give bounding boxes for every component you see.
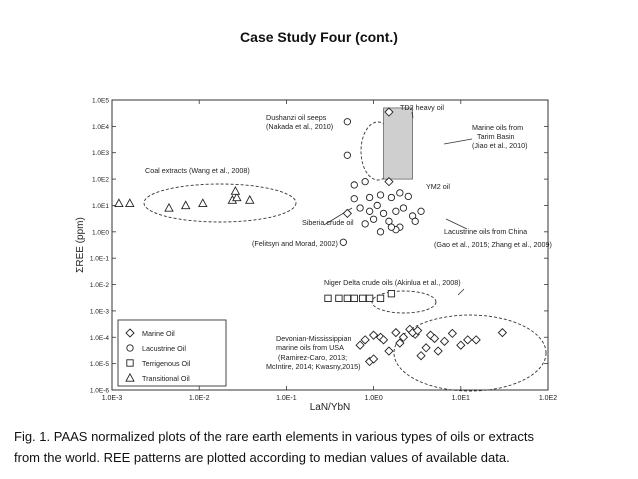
niger-leader — [458, 289, 464, 295]
x-tick-label: 1.0E2 — [538, 395, 558, 402]
terrigenous-oil-point — [336, 295, 342, 301]
terrigenous-oil-point — [325, 295, 331, 301]
marine-oil-point — [440, 337, 448, 345]
lacustrine-oil-point — [400, 205, 406, 211]
legend-label: Transitional Oil — [142, 374, 190, 383]
lacustrine-oil-point — [370, 216, 376, 222]
lacustrine-oil-point — [418, 208, 424, 214]
slide-title: Case Study Four (cont.) — [240, 29, 398, 45]
x-axis-label: LaN/YbN — [309, 402, 351, 413]
y-tick-label: 1.0E-6 — [89, 387, 109, 395]
transitional-oil-point — [199, 199, 207, 206]
y-axis-label: ΣREE (ppm) — [75, 217, 86, 273]
lacustrine-oil-point — [344, 152, 350, 158]
marine-oil-point — [434, 347, 442, 355]
marine-oil-point — [361, 336, 369, 344]
lacustrine-oil-point — [388, 224, 394, 230]
tarim-leader — [444, 139, 472, 144]
terrigenous-oil-point — [351, 295, 357, 301]
annotation-devonian-3: (Ramirez-Caro, 2013; — [278, 353, 348, 362]
terrigenous-oil-point — [360, 295, 366, 301]
lacustrine-oil-point — [377, 229, 383, 235]
annotation-dushanzi-1: Dushanzi oil seeps — [266, 113, 327, 122]
x-tick-label: 1.0E0 — [364, 395, 383, 402]
lacustrine-oil-point — [357, 205, 363, 211]
y-tick-label: 1.0E-5 — [89, 361, 109, 369]
terrigenous-oil-point — [388, 290, 394, 296]
marine-oil-point — [464, 336, 472, 344]
coal-extracts-ellipse — [144, 184, 296, 222]
lacustrine-oil-point — [351, 182, 357, 188]
marine-oil-point — [370, 331, 378, 339]
lacustrine-oil-point — [377, 192, 383, 198]
transitional-oil-point — [115, 199, 123, 206]
legend-marker-circle — [127, 345, 133, 351]
annotation-siberia-1: Siberia crude oil — [302, 218, 354, 227]
transitional-oil-point — [182, 201, 190, 208]
annotation-devonian-4: McIntire, 2014; Kwasny,2015) — [266, 362, 361, 371]
lacustrine-oil-point — [340, 239, 346, 245]
lacustrine-oil-point — [362, 221, 368, 227]
legend-label: Marine Oil — [142, 329, 175, 338]
lacustrine-oil-point — [405, 193, 411, 199]
lacustrine-oil-point — [351, 196, 357, 202]
terrigenous-oil-point — [366, 295, 372, 301]
annotation-devonian-2: marine oils from USA — [276, 343, 344, 352]
legend-label: Terrigenous Oil — [142, 359, 191, 368]
annotation-dushanzi-2: (Nakada et al., 2010) — [266, 122, 334, 131]
lacustrine-oil-point — [388, 194, 394, 200]
marine-oil-point — [417, 352, 425, 360]
marine-oil-point — [448, 329, 456, 337]
annotation-td2: TD2 heavy oil — [400, 103, 444, 112]
y-tick-label: 1.0E-4 — [89, 334, 109, 342]
devonian-ellipse — [394, 315, 546, 391]
marine-oil-point — [472, 336, 480, 344]
lacustrine-oil-point — [374, 202, 380, 208]
terrigenous-oil-point — [344, 295, 350, 301]
marine-oil-point — [457, 341, 465, 349]
niger-delta-ellipse — [372, 291, 436, 313]
y-tick-label: 1.0E4 — [92, 123, 109, 131]
annotation-ym2: YM2 oil — [426, 182, 450, 191]
annotation-siberia-2: (Felitsyn and Morad, 2002) — [252, 239, 338, 248]
annotation-lacustrine-1: Lacustrine oils from China — [444, 227, 528, 236]
y-tick-label: 1.0E3 — [92, 150, 109, 158]
annotation-tarim-3: (Jiao et al., 2010) — [472, 141, 528, 150]
annotation-tarim-2: Tarim Basin — [477, 132, 515, 141]
y-tick-label: 1.0E1 — [92, 202, 109, 210]
lacustrine-oil-point — [366, 208, 372, 214]
lacustrine-oil-point — [412, 218, 418, 224]
legend-label: Lacustrine Oil — [142, 344, 186, 353]
x-tick-label: 1.0E1 — [451, 395, 470, 402]
lacustrine-oil-point — [380, 210, 386, 216]
x-tick-label: 1.0E-3 — [101, 395, 123, 402]
terrigenous-oil-point — [377, 295, 383, 301]
legend-marker-square — [127, 360, 133, 366]
caption-line-1: Fig. 1. PAAS normalized plots of the rare earth elements in various types of oils or extracts — [14, 429, 534, 444]
marine-oil-point — [422, 344, 430, 352]
transitional-oil-point — [231, 187, 239, 194]
transitional-oil-point — [246, 196, 254, 203]
tarim-band — [384, 108, 413, 179]
annotation-coal: Coal extracts (Wang et al., 2008) — [145, 166, 250, 175]
x-tick-label: 1.0E-2 — [188, 395, 210, 402]
y-tick-label: 1.0E-1 — [89, 255, 109, 263]
x-tick-label: 1.0E-1 — [276, 395, 297, 402]
marine-oil-point — [392, 329, 400, 337]
y-tick-label: 1.0E0 — [92, 229, 109, 237]
marine-oil-point — [356, 341, 364, 349]
lacustrine-oil-point — [362, 178, 368, 184]
marine-oil-point — [498, 329, 506, 337]
lacustrine-oil-point — [344, 119, 350, 125]
annotation-devonian-1: Devonian-Mississippian — [276, 334, 352, 343]
y-tick-label: 1.0E-2 — [89, 282, 109, 290]
legend — [118, 320, 226, 386]
transitional-oil-point — [165, 204, 173, 211]
y-tick-label: 1.0E-3 — [89, 308, 109, 316]
annotation-tarim-1: Marine oils from — [472, 123, 524, 132]
lacustrine-oil-point — [366, 194, 372, 200]
transitional-oil-point — [126, 199, 134, 206]
marine-oil-point — [343, 209, 351, 217]
scatter-chart — [62, 95, 562, 415]
annotation-lacustrine-2: (Gao et al., 2015; Zhang et al., 2009) — [434, 240, 552, 249]
lacustrine-oil-point — [393, 208, 399, 214]
lacustrine-oil-point — [397, 190, 403, 196]
figure-caption — [14, 426, 626, 468]
annotation-niger: Niger Delta crude oils (Akinlua et al., 2008) — [324, 278, 461, 287]
caption-line-2: from the world. REE patterns are plotted according to median values of available data. — [14, 450, 510, 465]
y-tick-label: 1.0E2 — [92, 176, 109, 184]
marine-oil-point — [385, 347, 393, 355]
y-tick-label: 1.0E5 — [92, 97, 109, 105]
